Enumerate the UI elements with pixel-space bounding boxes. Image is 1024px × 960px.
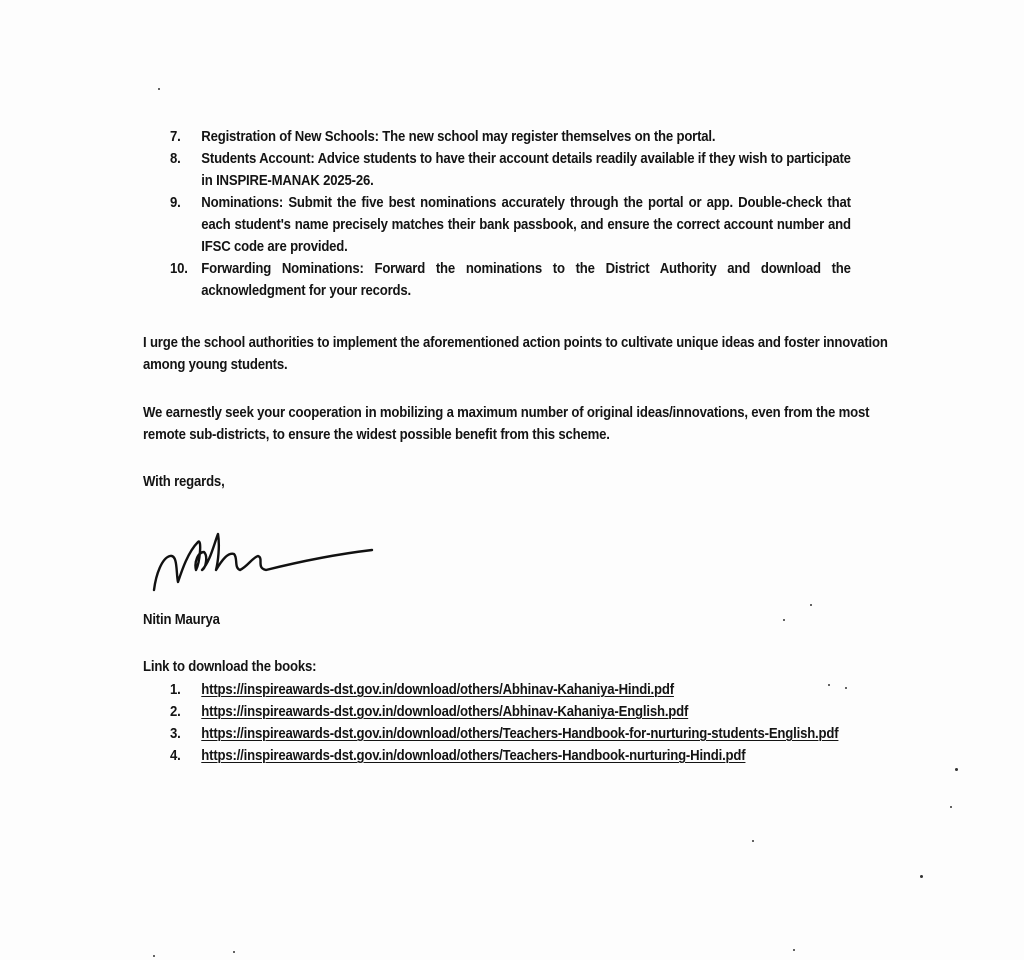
list-number: 7. bbox=[170, 129, 181, 145]
book-link-abhinav-english[interactable]: https://inspireawards-dst.gov.in/download/others/Abhinav-Kahaniya-English.pdf bbox=[201, 704, 689, 720]
urge-paragraph: I urge the school authorities to implement the aforementioned action points to cultivate unique ideas and foster innovation among young students. bbox=[143, 335, 888, 373]
scan-speck bbox=[793, 949, 795, 951]
list-number: 10. bbox=[170, 261, 188, 277]
book-link-abhinav-hindi[interactable]: https://inspireawards-dst.gov.in/download/others/Abhinav-Kahaniya-Hindi.pdf bbox=[201, 682, 674, 698]
item-text: Submit the five best nominations accurately through the portal or app. Double-check that each student's name precisely matches their bank passbook, and ensure the correct account number and IFSC code are provided. bbox=[201, 195, 851, 255]
cooperation-paragraph: We earnestly seek your cooperation in mobilizing a maximum number of original ideas/innovations, even from the most remote sub-districts, to ensure the widest possible benefit from this scheme. bbox=[143, 405, 870, 443]
scan-speck bbox=[233, 951, 235, 953]
action-points-list bbox=[170, 126, 851, 302]
list-item bbox=[170, 192, 851, 258]
list-item bbox=[170, 258, 851, 302]
scan-speck bbox=[810, 604, 812, 606]
links-heading: Link to download the books: bbox=[143, 659, 317, 675]
scan-speck bbox=[158, 88, 160, 90]
list-number: 3. bbox=[170, 726, 181, 742]
item-text: The new school may register themselves on the portal. bbox=[378, 129, 716, 145]
list-number: 2. bbox=[170, 704, 181, 720]
closing-salutation: With regards, bbox=[143, 474, 225, 490]
list-item bbox=[170, 701, 897, 723]
item-text: Forward the nominations to the District Authority and download the acknowledgment for your records. bbox=[201, 261, 851, 299]
list-item bbox=[170, 723, 897, 745]
list-number: 4. bbox=[170, 748, 181, 764]
list-item bbox=[170, 679, 897, 701]
handwritten-signature bbox=[148, 522, 378, 598]
book-links-list bbox=[170, 679, 897, 767]
list-number: 8. bbox=[170, 151, 181, 167]
scan-speck bbox=[783, 619, 785, 621]
list-item bbox=[170, 148, 851, 192]
scan-speck bbox=[955, 768, 958, 771]
scan-speck bbox=[950, 806, 952, 808]
item-heading: Forwarding Nominations: bbox=[201, 261, 364, 277]
item-text: Advice students to have their account details readily available if they wish to participate in INSPIRE-MANAK 2025-26. bbox=[201, 151, 851, 189]
list-number: 1. bbox=[170, 682, 181, 698]
item-heading: Registration of New Schools: bbox=[201, 129, 379, 145]
scan-speck bbox=[752, 840, 754, 842]
list-item bbox=[170, 126, 851, 148]
scan-speck bbox=[153, 955, 155, 957]
scan-speck bbox=[920, 875, 923, 878]
signer-name: Nitin Maurya bbox=[143, 612, 220, 628]
item-heading: Students Account: bbox=[201, 151, 315, 167]
book-link-teachers-handbook-hindi[interactable]: https://inspireawards-dst.gov.in/download/others/Teachers-Handbook-nurturing-Hindi.pdf bbox=[201, 748, 746, 764]
list-number: 9. bbox=[170, 195, 181, 211]
list-item bbox=[170, 745, 897, 767]
book-link-teachers-handbook-english[interactable]: https://inspireawards-dst.gov.in/download/others/Teachers-Handbook-for-nurturing-students-English.pdf bbox=[201, 726, 839, 742]
item-heading: Nominations: bbox=[201, 195, 284, 211]
